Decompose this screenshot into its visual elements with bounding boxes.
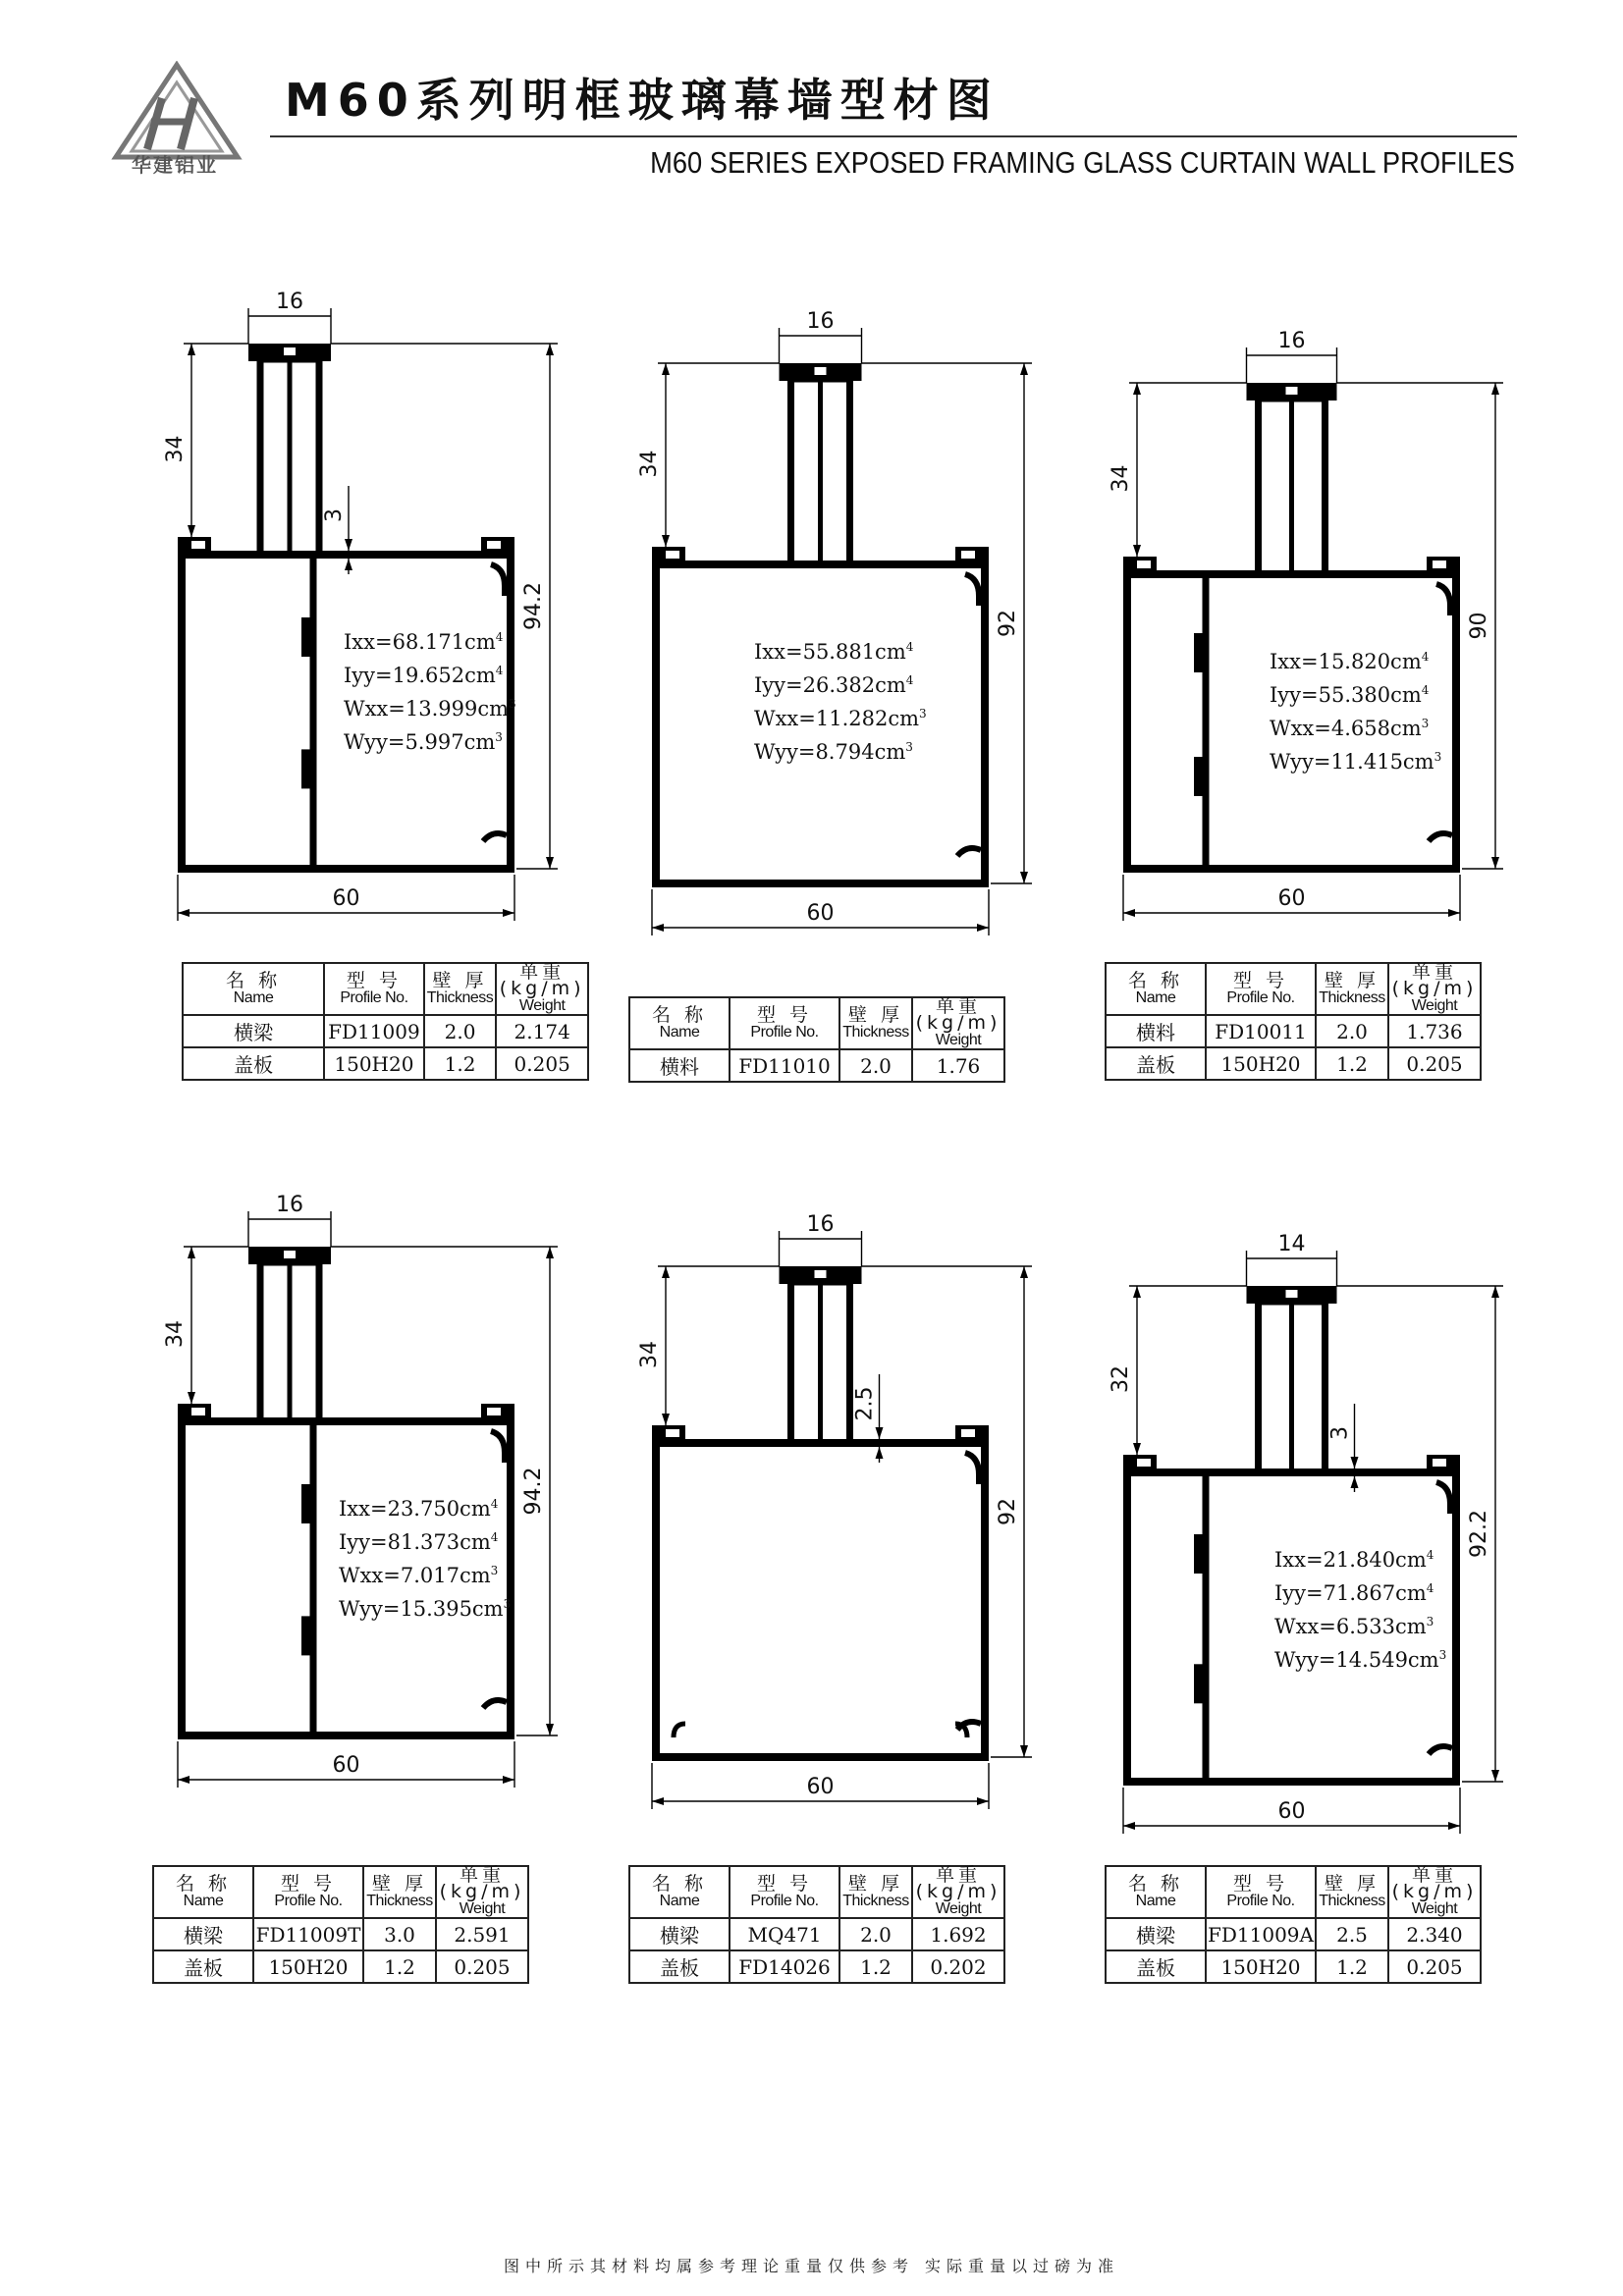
table-cell-weight: 0.205 bbox=[1388, 1950, 1481, 1983]
table-header-cell bbox=[1106, 1866, 1206, 1918]
table-cell-weight: 2.340 bbox=[1388, 1918, 1481, 1950]
header-cn: 名 称 bbox=[651, 1872, 708, 1895]
unit-exponent: 3 bbox=[1426, 1615, 1434, 1629]
header-en: Thickness bbox=[842, 1023, 909, 1041]
table-cell-profile: FD10011 bbox=[1206, 1015, 1316, 1047]
header-cn: 壁 厚 bbox=[1324, 1872, 1380, 1895]
profile-drawing-3 bbox=[1063, 285, 1535, 1077]
table-cell-profile: FD11009A bbox=[1206, 1918, 1316, 1950]
table-cell-profile: 150H20 bbox=[1206, 1950, 1316, 1983]
header-en: Weight bbox=[935, 1032, 982, 1048]
header-en: Thickness bbox=[1319, 988, 1385, 1006]
unit-exponent: 3 bbox=[495, 730, 503, 744]
dim-stem: 34 bbox=[1109, 464, 1133, 493]
table-cell-weight: 1.76 bbox=[912, 1049, 1004, 1082]
unit-exponent: 4 bbox=[1421, 650, 1430, 664]
header-cn: 型 号 bbox=[1232, 969, 1289, 991]
table-header-cell bbox=[424, 963, 497, 1015]
header-en: Thickness bbox=[366, 1892, 433, 1909]
dim-width: 60 bbox=[806, 901, 835, 926]
logo-text: 华建铝业 bbox=[132, 153, 218, 177]
dim-stem: 34 bbox=[637, 450, 662, 478]
profile-section-svg bbox=[589, 285, 1060, 926]
header-cn: 壁 厚 bbox=[847, 1003, 904, 1026]
table-cell-weight: 1.692 bbox=[912, 1918, 1004, 1950]
table-header-cell bbox=[912, 997, 1004, 1049]
unit-exponent: 3 bbox=[509, 697, 516, 711]
profile-drawing-4 bbox=[118, 1188, 589, 1980]
profile-spec-table bbox=[1105, 1865, 1482, 1984]
unit-exponent: 4 bbox=[905, 673, 914, 687]
table-cell-name: 横梁 bbox=[1106, 1918, 1206, 1950]
table-header-cell bbox=[629, 997, 730, 1049]
header-en: Name bbox=[1135, 988, 1176, 1006]
header-cn: 名 称 bbox=[1127, 969, 1184, 991]
table-header-cell bbox=[1106, 963, 1206, 1015]
header-en: Weight bbox=[935, 1900, 982, 1917]
unit-exponent: 3 bbox=[905, 740, 913, 754]
table-header-cell bbox=[253, 1866, 363, 1918]
dim-stem: 34 bbox=[637, 1341, 662, 1368]
section-property: $Iyy=55.380cm^4$ bbox=[1270, 683, 1430, 707]
profile-section-svg bbox=[1063, 1188, 1535, 1824]
table-header-cell bbox=[839, 1866, 912, 1918]
profile-spec-table bbox=[152, 1865, 529, 1984]
header-en: Weight bbox=[1411, 1900, 1458, 1917]
section-property: $Iyy=26.382cm^4$ bbox=[754, 673, 914, 697]
dim-height: 94.2 bbox=[521, 582, 546, 630]
profile-section-svg bbox=[589, 1188, 1060, 1799]
table-header-cell bbox=[1206, 1866, 1316, 1918]
section-property: $Ixx=55.881cm^4$ bbox=[754, 640, 914, 664]
header-en: Name bbox=[659, 1023, 700, 1041]
table-cell-name: 盖板 bbox=[1106, 1047, 1206, 1080]
table-cell-weight: 2.591 bbox=[436, 1918, 528, 1950]
table-cell-name: 盖板 bbox=[629, 1950, 730, 1983]
dim-height: 92 bbox=[996, 610, 1020, 637]
table-row bbox=[1106, 1047, 1481, 1080]
header-rule bbox=[270, 135, 1517, 137]
section-property: $Wxx=7.017cm^3$ bbox=[339, 1564, 499, 1587]
table-header-cell bbox=[1316, 963, 1388, 1015]
section-property: $Ixx=68.171cm^4$ bbox=[344, 630, 504, 654]
table-cell-name: 盖板 bbox=[153, 1950, 253, 1983]
header-cn: 名 称 bbox=[175, 1872, 232, 1895]
header-en: Profile No. bbox=[340, 988, 408, 1006]
dim-width: 60 bbox=[1277, 1799, 1306, 1824]
table-row bbox=[183, 1047, 588, 1080]
dim-stem: 34 bbox=[163, 1320, 188, 1348]
dim-stem: 32 bbox=[1109, 1365, 1133, 1393]
table-row bbox=[629, 1049, 1004, 1082]
section-properties bbox=[754, 633, 927, 767]
table-cell-thickness: 1.2 bbox=[363, 1950, 436, 1983]
header-en: Profile No. bbox=[750, 1892, 819, 1909]
section-property: $Ixx=15.820cm^4$ bbox=[1270, 650, 1430, 673]
header-cn: 型 号 bbox=[1232, 1872, 1289, 1895]
dim-height: 94.2 bbox=[521, 1467, 546, 1516]
table-cell-name: 盖板 bbox=[1106, 1950, 1206, 1983]
header-cn: 单重(kg/m) bbox=[439, 1864, 525, 1902]
section-properties bbox=[339, 1490, 511, 1624]
header-cn: 型 号 bbox=[280, 1872, 337, 1895]
table-cell-weight: 0.205 bbox=[436, 1950, 528, 1983]
header-cn: 名 称 bbox=[651, 1003, 708, 1026]
table-cell-thickness: 1.2 bbox=[424, 1047, 497, 1080]
dim-width: 60 bbox=[332, 1753, 360, 1778]
table-cell-weight: 1.736 bbox=[1388, 1015, 1481, 1047]
profile-drawing-6 bbox=[1063, 1188, 1535, 1980]
table-cell-profile: 150H20 bbox=[324, 1047, 424, 1080]
profile-spec-table bbox=[628, 1865, 1005, 1984]
header-en: Thickness bbox=[426, 988, 494, 1006]
table-cell-profile: 150H20 bbox=[253, 1950, 363, 1983]
section-property: $Wxx=6.533cm^3$ bbox=[1274, 1615, 1434, 1638]
table-header-cell bbox=[912, 1866, 1004, 1918]
table-header-cell bbox=[730, 1866, 839, 1918]
section-property: $Wxx=11.282cm^3$ bbox=[754, 707, 927, 730]
table-row bbox=[1106, 1015, 1481, 1047]
unit-exponent: 4 bbox=[495, 630, 504, 644]
table-header-cell bbox=[1388, 963, 1481, 1015]
dim-width: 60 bbox=[806, 1775, 835, 1799]
table-header-cell bbox=[839, 997, 912, 1049]
section-property: $Iyy=71.867cm^4$ bbox=[1274, 1581, 1434, 1605]
section-properties bbox=[344, 623, 516, 757]
section-property: $Iyy=19.652cm^4$ bbox=[344, 664, 504, 687]
table-cell-weight: 0.205 bbox=[496, 1047, 588, 1080]
header-en: Thickness bbox=[1319, 1892, 1385, 1909]
unit-exponent: 4 bbox=[490, 1497, 499, 1511]
profile-spec-table bbox=[628, 996, 1005, 1083]
dim-height: 92 bbox=[996, 1498, 1020, 1525]
unit-exponent: 3 bbox=[490, 1564, 499, 1577]
footer-note: 图中所示其材料均属参考理论重量仅供参考 实际重量以过磅为准 bbox=[503, 2257, 1120, 2275]
header-cn: 名 称 bbox=[1127, 1872, 1184, 1895]
header-en: Name bbox=[233, 988, 274, 1006]
table-header-cell bbox=[153, 1866, 253, 1918]
table-cell-name: 横梁 bbox=[629, 1918, 730, 1950]
section-property: $Wyy=5.997cm^3$ bbox=[344, 730, 503, 754]
section-property: $Ixx=21.840cm^4$ bbox=[1274, 1548, 1434, 1572]
table-cell-thickness: 2.0 bbox=[424, 1015, 497, 1047]
table-cell-thickness: 2.0 bbox=[1316, 1015, 1388, 1047]
table-header-cell bbox=[1388, 1866, 1481, 1918]
section-property: $Iyy=81.373cm^4$ bbox=[339, 1530, 499, 1554]
header-en: Thickness bbox=[842, 1892, 909, 1909]
table-cell-profile: FD11010 bbox=[730, 1049, 839, 1082]
header-cn: 型 号 bbox=[346, 969, 402, 991]
dim-wall: 3 bbox=[322, 508, 347, 522]
unit-exponent: 3 bbox=[1438, 1648, 1447, 1662]
table-cell-name: 横料 bbox=[1106, 1015, 1206, 1047]
table-cell-thickness: 2.0 bbox=[839, 1918, 912, 1950]
header-en: Weight bbox=[518, 997, 566, 1014]
table-cell-name: 盖板 bbox=[183, 1047, 324, 1080]
table-cell-thickness: 1.2 bbox=[1316, 1047, 1388, 1080]
unit-exponent: 3 bbox=[1421, 717, 1430, 730]
table-cell-profile: FD14026 bbox=[730, 1950, 839, 1983]
table-header-cell bbox=[324, 963, 424, 1015]
table-row bbox=[153, 1918, 528, 1950]
dim-width: 60 bbox=[1277, 886, 1306, 911]
dim-top: 16 bbox=[276, 1193, 303, 1217]
section-property: $Wyy=15.395cm^3$ bbox=[339, 1597, 512, 1621]
profile-drawing-1 bbox=[118, 285, 589, 1077]
section-property: $Wyy=14.549cm^3$ bbox=[1274, 1648, 1447, 1672]
table-cell-weight: 0.205 bbox=[1388, 1047, 1481, 1080]
dim-top: 16 bbox=[806, 309, 835, 334]
header-en: Name bbox=[659, 1892, 700, 1909]
profile-spec-table bbox=[1105, 962, 1482, 1081]
header-en: Profile No. bbox=[1226, 1892, 1295, 1909]
header-en: Profile No. bbox=[274, 1892, 343, 1909]
table-row bbox=[1106, 1918, 1481, 1950]
header-cn: 壁 厚 bbox=[1324, 969, 1380, 991]
table-cell-thickness: 1.2 bbox=[839, 1950, 912, 1983]
section-property: $Wyy=8.794cm^3$ bbox=[754, 740, 913, 764]
table-cell-name: 横梁 bbox=[183, 1015, 324, 1047]
table-header-cell bbox=[1316, 1866, 1388, 1918]
header-en: Profile No. bbox=[1226, 988, 1295, 1006]
dim-top: 16 bbox=[1277, 329, 1306, 353]
table-cell-weight: 2.174 bbox=[496, 1015, 588, 1047]
section-property: $Wxx=13.999cm^3$ bbox=[344, 697, 516, 721]
dim-wall: 2.5 bbox=[852, 1386, 878, 1421]
table-header-cell bbox=[1206, 963, 1316, 1015]
header-cn: 壁 厚 bbox=[371, 1872, 428, 1895]
table-cell-profile: MQ471 bbox=[730, 1918, 839, 1950]
table-cell-name: 横料 bbox=[629, 1049, 730, 1082]
dim-top: 14 bbox=[1277, 1232, 1306, 1256]
table-row bbox=[629, 1918, 1004, 1950]
table-cell-profile: FD11009T bbox=[253, 1918, 363, 1950]
unit-exponent: 4 bbox=[495, 664, 504, 677]
dim-stem: 34 bbox=[163, 435, 188, 463]
table-cell-thickness: 2.5 bbox=[1316, 1918, 1388, 1950]
dim-top: 16 bbox=[806, 1212, 835, 1237]
profile-section-svg bbox=[118, 285, 589, 911]
unit-exponent: 4 bbox=[1421, 683, 1430, 697]
header-cn: 单重(kg/m) bbox=[1391, 961, 1478, 999]
table-row bbox=[153, 1950, 528, 1983]
header-cn: 单重(kg/m) bbox=[915, 1864, 1001, 1902]
section-property: $Ixx=23.750cm^4$ bbox=[339, 1497, 499, 1521]
unit-exponent: 4 bbox=[1426, 1581, 1434, 1595]
table-row bbox=[1106, 1950, 1481, 1983]
table-header-cell bbox=[436, 1866, 528, 1918]
unit-exponent: 4 bbox=[490, 1530, 499, 1544]
header-en: Name bbox=[183, 1892, 224, 1909]
profile-spec-table bbox=[182, 962, 589, 1081]
page-title-cn: M60系列明框玻璃幕墙型材图 bbox=[285, 74, 1000, 127]
table-cell-profile: FD11009 bbox=[324, 1015, 424, 1047]
profile-section-svg bbox=[1063, 285, 1535, 911]
table-cell-profile: 150H20 bbox=[1206, 1047, 1316, 1080]
profile-drawing-2 bbox=[589, 285, 1060, 1079]
unit-exponent: 4 bbox=[1426, 1548, 1434, 1562]
dim-height: 90 bbox=[1467, 612, 1491, 640]
header-en: Profile No. bbox=[750, 1023, 819, 1041]
header-cn: 壁 厚 bbox=[847, 1872, 904, 1895]
header-en: Weight bbox=[1411, 997, 1458, 1014]
unit-exponent: 3 bbox=[503, 1597, 512, 1611]
table-row bbox=[629, 1950, 1004, 1983]
dim-height: 92.2 bbox=[1467, 1510, 1491, 1558]
page-title-en: M60 SERIES EXPOSED FRAMING GLASS CURTAIN WALL PROFILES bbox=[650, 145, 1515, 180]
table-cell-thickness: 1.2 bbox=[1316, 1950, 1388, 1983]
table-header-cell bbox=[496, 963, 588, 1015]
table-header-cell bbox=[730, 997, 839, 1049]
table-cell-thickness: 3.0 bbox=[363, 1918, 436, 1950]
header-cn: 单重(kg/m) bbox=[915, 995, 1001, 1034]
dim-wall: 3 bbox=[1327, 1426, 1353, 1440]
header-en: Weight bbox=[459, 1900, 506, 1917]
profile-drawing-5 bbox=[589, 1188, 1060, 1980]
section-property: $Wxx=4.658cm^3$ bbox=[1270, 717, 1430, 740]
table-header-cell bbox=[363, 1866, 436, 1918]
dim-top: 16 bbox=[276, 290, 303, 314]
header-cn: 壁 厚 bbox=[432, 969, 488, 991]
table-cell-name: 横梁 bbox=[153, 1918, 253, 1950]
dim-width: 60 bbox=[332, 886, 360, 911]
unit-exponent: 3 bbox=[919, 707, 927, 721]
section-property: $Wyy=11.415cm^3$ bbox=[1270, 750, 1442, 774]
table-cell-weight: 0.202 bbox=[912, 1950, 1004, 1983]
table-header-cell bbox=[629, 1866, 730, 1918]
table-header-cell bbox=[183, 963, 324, 1015]
table-cell-thickness: 2.0 bbox=[839, 1049, 912, 1082]
table-row bbox=[183, 1015, 588, 1047]
unit-exponent: 4 bbox=[905, 640, 914, 654]
header-cn: 型 号 bbox=[756, 1872, 813, 1895]
header-cn: 单重(kg/m) bbox=[499, 961, 585, 999]
header-cn: 型 号 bbox=[756, 1003, 813, 1026]
section-properties bbox=[1274, 1541, 1446, 1675]
section-properties bbox=[1270, 643, 1441, 776]
header-cn: 名 称 bbox=[226, 969, 282, 991]
unit-exponent: 3 bbox=[1434, 750, 1442, 764]
header-en: Name bbox=[1135, 1892, 1176, 1909]
header-cn: 单重(kg/m) bbox=[1391, 1864, 1478, 1902]
